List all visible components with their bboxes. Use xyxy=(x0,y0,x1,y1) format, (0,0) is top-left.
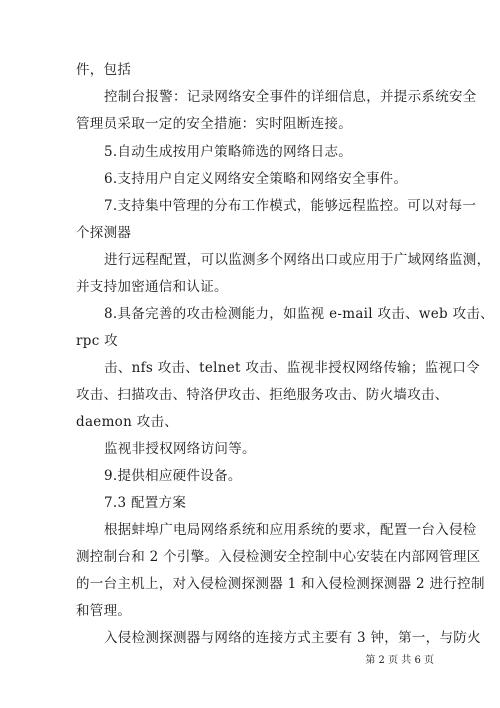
section-heading: 7.3 配置方案 xyxy=(104,495,187,511)
text-line: 入侵检测探测器与网络的连接方式主要有 3 钟，第一，与防火 xyxy=(104,630,481,646)
text-line: 件，包括 xyxy=(76,62,132,78)
text-line: 并支持加密通信和认证。 xyxy=(76,279,228,295)
text-line: 9.提供相应硬件设备。 xyxy=(104,468,242,484)
text-line: 个探测器 xyxy=(76,225,132,241)
text-line: 监视非授权网络访问等。 xyxy=(104,441,256,457)
text-line: 根据蚌埠广电局网络系统和应用系统的要求，配置一台入侵检 xyxy=(104,522,477,538)
text-line: 和管理。 xyxy=(76,603,132,619)
page-number: 第 2 页 共 6 页 xyxy=(365,655,434,666)
text-line: 5.自动生成按用户策略筛选的网络日志。 xyxy=(104,144,353,160)
text-line: 测控制台和 2 个引擎。入侵检测安全控制中心安装在内部网管理区 xyxy=(76,549,481,565)
text-line: daemon 攻击、 xyxy=(76,414,179,430)
text-line: 攻击、扫描攻击、特洛伊攻击、拒绝服务攻击、防火墙攻击、 xyxy=(76,387,449,403)
text-line: 8.具备完善的攻击检测能力，如监视 e-mail 攻击、web 攻击、 xyxy=(104,306,494,322)
text-line: 7.支持集中管理的分布工作模式，能够远程监控。可以对每一 xyxy=(104,198,477,214)
text-line: 进行远程配置，可以监测多个网络出口或应用于广域网络监测， xyxy=(104,252,491,268)
text-line: 管理员采取一定的安全措施：实时阻断连接。 xyxy=(76,116,352,132)
text-line: rpc 攻 xyxy=(76,333,118,349)
text-line: 的一台主机上，对入侵检测探测器 1 和入侵检测探测器 2 进行控制 xyxy=(76,576,485,592)
text-line: 控制台报警：记录网络安全事件的详细信息，并提示系统安全 xyxy=(104,89,477,105)
text-line: 6.支持用户自定义网络安全策略和网络安全事件。 xyxy=(104,171,408,187)
text-line: 击、nfs 攻击、telnet 攻击、监视非授权网络传输；监视口令 xyxy=(104,360,480,376)
